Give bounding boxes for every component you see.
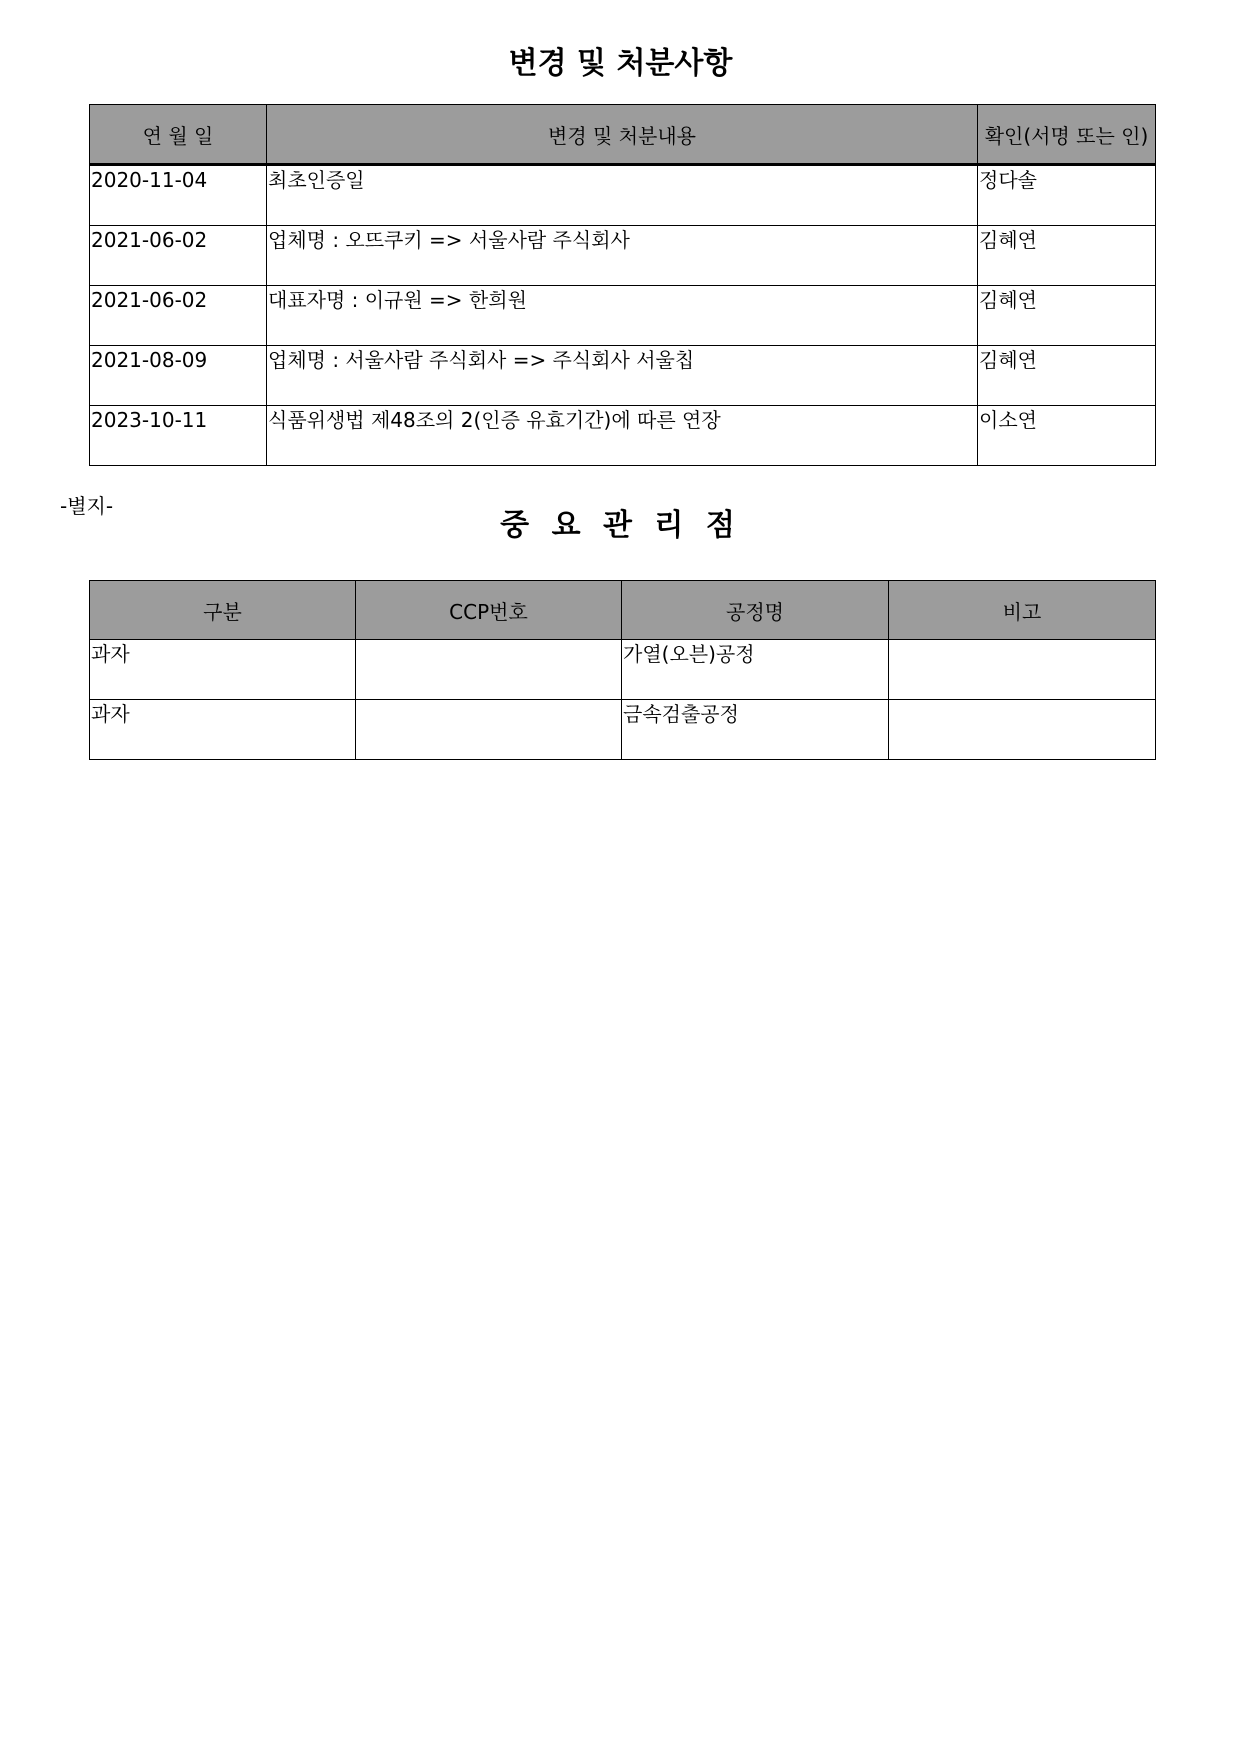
- cell-process: 금속검출공정: [622, 700, 889, 760]
- header-content: 변경 및 처분내용: [267, 105, 978, 165]
- table-row: [90, 346, 1156, 406]
- cell-ccp-number: [356, 700, 622, 760]
- cell-category: 과자: [90, 700, 356, 760]
- cell-confirm: 정다솔: [978, 165, 1156, 226]
- ccp-table: [89, 580, 1156, 760]
- table-header-row: [90, 581, 1156, 640]
- cell-date: 2021-06-02: [90, 226, 267, 286]
- table-row: [90, 406, 1156, 466]
- table-row: [90, 700, 1156, 760]
- table-header-row: [90, 105, 1156, 165]
- cell-content: 최초인증일: [267, 165, 978, 226]
- cell-note: [889, 700, 1156, 760]
- cell-confirm: 김혜연: [978, 286, 1156, 346]
- header-note: 비고: [889, 581, 1156, 640]
- table-row: [90, 640, 1156, 700]
- cell-confirm: 김혜연: [978, 226, 1156, 286]
- change-history-table: [89, 104, 1156, 466]
- table-row: [90, 286, 1156, 346]
- annex-label: -별지-: [60, 494, 114, 518]
- header-process: 공정명: [622, 581, 889, 640]
- header-ccp-number: CCP번호: [356, 581, 622, 640]
- cell-process: 가열(오븐)공정: [622, 640, 889, 700]
- cell-content: 업체명 : 오뜨쿠키 => 서울사람 주식회사: [267, 226, 978, 286]
- header-date: 연 월 일: [90, 105, 267, 165]
- table-row: [90, 165, 1156, 226]
- cell-note: [889, 640, 1156, 700]
- cell-content: 식품위생법 제48조의 2(인증 유효기간)에 따른 연장: [267, 406, 978, 466]
- cell-date: 2023-10-11: [90, 406, 267, 466]
- cell-confirm: 김혜연: [978, 346, 1156, 406]
- cell-confirm: 이소연: [978, 406, 1156, 466]
- header-confirm: 확인(서명 또는 인): [978, 105, 1156, 165]
- ccp-title: 중 요 관 리 점: [500, 508, 741, 543]
- header-category: 구분: [90, 581, 356, 640]
- change-history-title: 변경 및 처분사항: [508, 46, 733, 81]
- cell-date: 2021-06-02: [90, 286, 267, 346]
- cell-category: 과자: [90, 640, 356, 700]
- cell-content: 대표자명 : 이규원 => 한희원: [267, 286, 978, 346]
- cell-content: 업체명 : 서울사람 주식회사 => 주식회사 서울칩: [267, 346, 978, 406]
- cell-ccp-number: [356, 640, 622, 700]
- cell-date: 2020-11-04: [90, 165, 267, 226]
- table-row: [90, 226, 1156, 286]
- cell-date: 2021-08-09: [90, 346, 267, 406]
